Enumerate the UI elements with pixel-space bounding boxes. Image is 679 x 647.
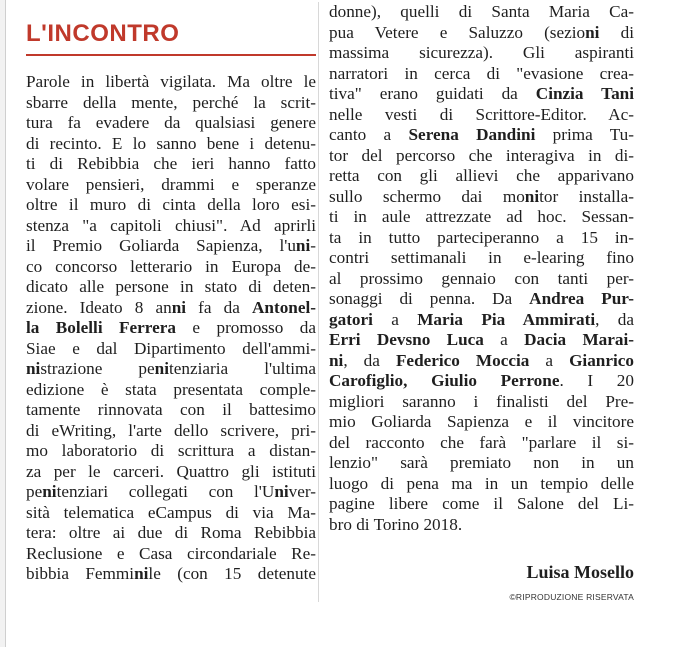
article-line: co concorso letterario in Europa de- (26, 256, 316, 276)
bold-name: ni (171, 297, 187, 317)
article-line: Reclusione e Casa circondariale Re- (26, 543, 316, 563)
page-edge (0, 0, 6, 647)
article-line: ni, da Federico Moccia a Gianrico (329, 350, 634, 370)
article-line: ti di Rebibbia che ieri hanno fatto (26, 154, 316, 173)
article-line: Erri Devsno Luca a Dacia Marai- (329, 330, 634, 349)
column-separator (318, 2, 319, 602)
article-line: di eWriting, l'arte dello scrivere, pri- (26, 420, 316, 440)
article-line: Carofiglio, Giulio Perrone. I 20 (329, 371, 634, 390)
article-line: bro di Torino 2018. (329, 514, 463, 534)
bold-name: Federico Moccia (395, 350, 530, 370)
article-line: contri settimanali in e-learing fino (329, 248, 634, 267)
section-header (26, 22, 316, 62)
bold-name: ni (274, 482, 289, 501)
article-line: al prossimo gennaio con tanti per- (329, 268, 634, 288)
article-line: tura fa evadere da qualsiasi genere (26, 113, 316, 132)
article-line: di recinto. E lo sanno bene i detenu- (26, 133, 316, 153)
article-line: sonaggi di penna. Da Andrea Pur- (329, 289, 634, 308)
article-line: tor del percorso che interagiva in di- (329, 145, 634, 165)
article-line: tera: oltre ai due di Roma Rebibbia (26, 523, 316, 542)
article-line: tamente rinnovata con il battesimo (26, 400, 316, 419)
article-line: dicato alle persone in stato di deten- (26, 277, 316, 296)
bold-name: la Bolelli Ferrera (26, 318, 176, 337)
article-line: Siae e dal Dipartimento dell'ammi- (26, 338, 316, 358)
article-line: narratori in cerca di "evasione crea- (329, 63, 634, 83)
bold-name: Cinzia Tani (535, 84, 634, 103)
bold-name: Serena Dandini (408, 125, 536, 144)
article-line: tiva" erano guidati da Cinzia Tani (329, 84, 634, 103)
article-line: za per le carceri. Quattro gli istituti (26, 461, 316, 481)
bold-name: ni (42, 482, 57, 501)
article-column-2 (329, 2, 634, 535)
article-line: migliori saranno i finalisti del Pre- (329, 391, 634, 411)
article-line: canto a Serena Dandini prima Tu- (329, 125, 634, 144)
bold-name: ni (295, 236, 311, 255)
article-line: gatori a Maria Pia Ammirati, da (329, 309, 634, 329)
bold-name: Erri Devsno Luca (329, 330, 484, 349)
article-line: sullo schermo dai monitor installa- (329, 186, 634, 206)
article-line: il Premio Goliarda Sapienza, l'uni- (26, 236, 316, 255)
author-signature: Luisa Mosello (526, 562, 634, 582)
bold-name: Andrea Pur- (529, 289, 634, 308)
article-line: ta in tutto parteciperanno a 15 in- (329, 227, 634, 247)
article-line: sità telematica eCampus di via Ma- (26, 502, 316, 522)
bold-name: ni (154, 359, 169, 378)
article-line: stenza "a capitoli chiusi". Ad aprirli (26, 215, 316, 235)
article-line: mo laboratorio di scrittura a distan- (26, 441, 316, 460)
article-line: ti in aule attrezzate ad hoc. Sessan- (329, 207, 634, 226)
bold-name: Antonel- (252, 297, 316, 317)
article-line: Parole in libertà vigilata. Ma oltre le (26, 72, 316, 91)
article-line: oltre il muro di cinta della loro esi- (26, 195, 316, 214)
article-line: luogo di pena ma in un tempio delle (329, 473, 634, 493)
article-line: del racconto che farà "parlare il si- (329, 432, 634, 452)
article-line: la Bolelli Ferrera e promosso da (26, 318, 316, 337)
bold-name: Maria Pia Ammirati (417, 309, 596, 329)
article-line: retta con gli allievi che apparivano (329, 166, 634, 185)
article-line: lenzio" sarà premiato non in un (329, 453, 634, 472)
bold-name: ni (134, 564, 149, 583)
article-line: pagine libere come il Salone del Li- (329, 494, 634, 513)
header-rule (26, 54, 316, 56)
article-line: mio Goliarda Sapienza e il vincitore (329, 412, 634, 431)
article-line: nistrazione penitenziaria l'ultima (26, 359, 316, 378)
article-line: zione. Ideato 8 anni fa da Antonel- (26, 297, 316, 317)
copyright-notice: ©RIPRODUZIONE RISERVATA (509, 592, 634, 602)
article-line: pua Vetere e Saluzzo (sezioni di (329, 22, 634, 42)
article-line: bibbia Femminile (con 15 detenute (26, 564, 316, 583)
bold-name: ni (585, 22, 600, 42)
article-line: penitenziari collegati con l'Univer- (26, 482, 316, 501)
article-line: sbarre della mente, perché la scrit- (26, 92, 316, 112)
article-column-1 (26, 72, 316, 585)
bold-name: gatori (329, 309, 373, 329)
article-line: donne), quelli di Santa Maria Ca- (329, 2, 634, 21)
article-line: nelle vesti di Scrittore-Editor. Ac- (329, 104, 634, 124)
bold-name: ni (524, 186, 540, 206)
article-line: massima sicurezza). Gli aspiranti (329, 43, 634, 62)
bold-name: Dacia Marai- (524, 330, 634, 349)
bold-name: ni (26, 359, 41, 378)
section-title: L'INCONTRO (26, 20, 180, 47)
bold-name: Carofiglio, Giulio Perrone (329, 371, 560, 390)
article-line: volare pensieri, drammi e speranze (26, 174, 316, 194)
bold-name: Gianrico (569, 350, 634, 370)
bold-name: ni (329, 350, 344, 370)
article-line: edizione è stata presentata comple- (26, 379, 316, 399)
